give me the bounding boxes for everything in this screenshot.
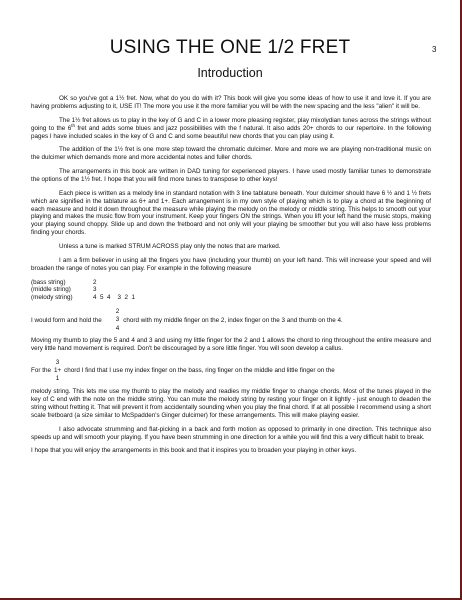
paragraph-text: The 1½ fret allows us to play in the key of G and C in a lower more pleasing register, play mixolydian tunes across the strings without going to the 6 xyxy=(31,116,431,132)
chord-shape: 3 1+ 1 xyxy=(53,358,62,382)
body-text xyxy=(31,95,431,461)
sentence-text: I would form and hold the xyxy=(31,316,102,324)
paragraph: melody string. This lets me use my thumb to play the melody and readies my middle finger to change chords. Most of the tunes played in the key of C end with the note on the middle string. You can mute the melody string by resting your finger on it lightly - just enough to deaden the string without fretting it. That will prevent it from accidentally sounding when you play the final chord. If at all possible I recommend using a short scale fretboard (a size similar to McSpadden's Ginger dulcimer) for these arrangements. This will make playing easier. xyxy=(31,388,431,419)
chord-shape: 2 3 4 xyxy=(115,308,120,332)
chord-sentence xyxy=(31,308,431,333)
sentence-text: chord with my middle finger on the 2, index finger on the 3 and thumb on the 4. xyxy=(123,316,343,324)
page-title: USING THE ONE 1/2 FRET xyxy=(109,37,351,58)
paragraph xyxy=(31,117,431,141)
paragraph: I also advocate strumming and flat-picking in a back and forth motion as opposed to primarily in one direction. This technique also speeds up and will smooth your playing. If you have been strumming in one direction for a while you will find this a very difficult habit to break. xyxy=(31,425,431,441)
paragraph: I am a firm believer in using all the fingers you have (including your thumb) on your left hand. This will increase your speed and will broaden the range of notes you can play. For example in the following measure xyxy=(31,256,431,272)
paragraph: Each piece is written as a melody line in standard notation with 3 line tablature beneath. Your dulcimer should have 6 ½ and 1 ½ frets which are signified in the tablature as 6+ and 1+. Each arrangement is in my own style of playing which is to play a chord at the beginning of each measure and hold it down throughout the measure while playing the melody on the melody or middle string. This helps to smooth out your playing and makes the music flow from your instrument. Keep your fingers ON the strings. When you lift your left hand the music stops, making your playing sound choppy. Slide up and down the fretboard and not only will your playing be smoother but you will also have less problems finding your chords. xyxy=(31,189,431,237)
page-number: 3 xyxy=(432,45,437,54)
paragraph: The addition of the 1½ fret is one more step toward the chromatic dulcimer. More and more we are playing non-traditional music on the dulcimer which demands more and more accidental notes and fuller chords. xyxy=(31,146,431,162)
tab-example xyxy=(31,279,431,303)
sentence-text: chord I find that I use my index finger on the bass, ring finger on the middle and little finger on the xyxy=(64,366,335,374)
paragraph: I hope that you will enjoy the arrangements in this book and that it inspires you to broaden your playing in other keys. xyxy=(31,447,357,455)
superscript: th xyxy=(71,122,75,128)
tab-row-bass: (bass string) 2 xyxy=(31,278,97,286)
paragraph-text: fret and adds some blues and jazz possibilities with the f natural. It also adds 20+ chords to our repertoire. In the following pages I have included scales in the key of G and C and some beautiful new chords that you can play using it. xyxy=(31,124,431,140)
tab-row-middle: (middle string) 3 xyxy=(31,286,97,294)
paragraph: OK so you've got a 1½ fret. Now, what do you do with it? This book will give you some ideas of how to use it and love it. If you are having problems adjusting to it, USE IT! The more you use it the more familiar you will be with the new spacing and the less "alien" it will be. xyxy=(31,95,431,110)
sentence-text: For the xyxy=(31,366,51,374)
paragraph: Unless a tune is marked STRUM ACROSS play only the notes that are marked. xyxy=(59,243,281,251)
paragraph: The arrangements in this book are written in DAD tuning for experienced players. I have used mostly familiar tunes to demonstrate the options of the 1½ fret. I hope that you will find more tunes to transpose to other keys! xyxy=(31,168,431,183)
section-heading: Introduction xyxy=(197,66,263,80)
tab-row-melody: (melody string) 4 5 4 3 2 1 xyxy=(31,294,136,302)
chord-sentence xyxy=(31,359,431,384)
paragraph: Moving my thumb to play the 5 and 4 and 3 and using my little finger for the 2 and 1 allows the chord to ring throughout the entire measure and very little hand movement is required. Don't be discouraged by a sore little finger. You will soon develop a callus. xyxy=(31,336,431,352)
